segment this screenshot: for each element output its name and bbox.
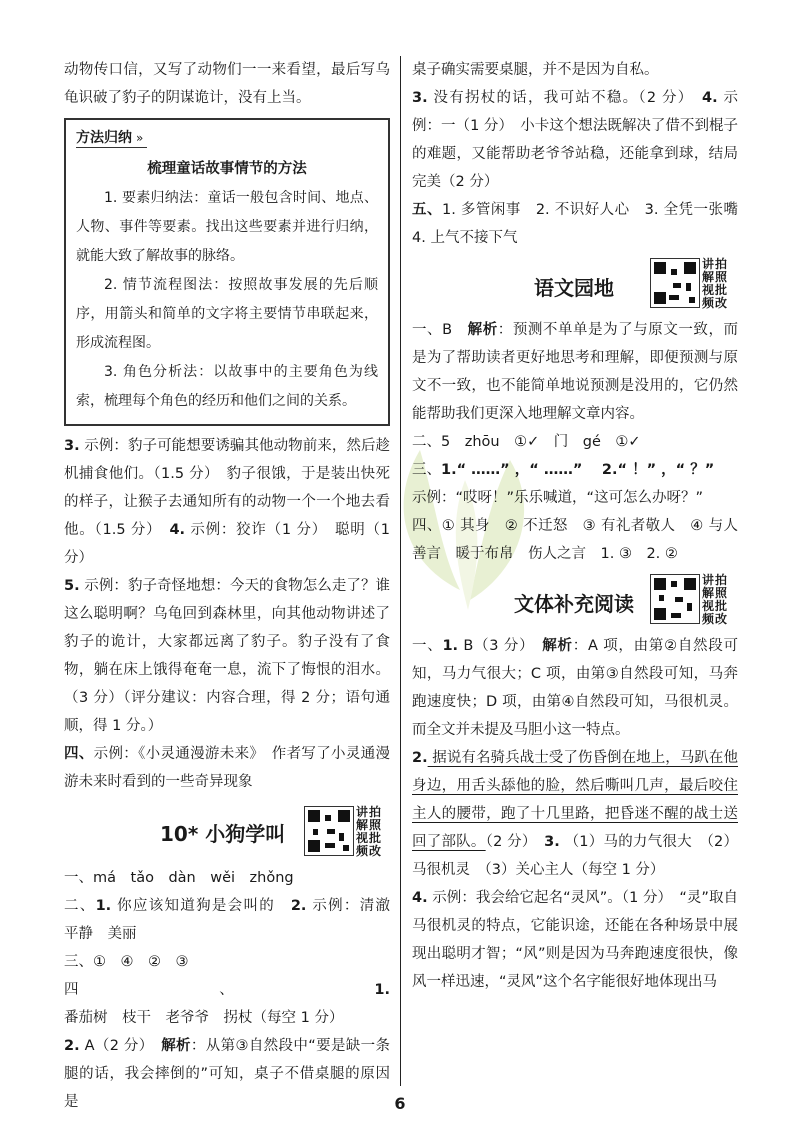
lesson-title: 10* 小狗学叫 xyxy=(160,822,286,846)
wenti-answer-4: 4. 示例：我会给它起名“灵风”。（1 分） “灵”取自马很机灵的特点，它能识途，还能在各种场景中展现出聪明才智；“风”则是因为马奔跑速度很快，像风一样迅速，“灵风”这个名字能很好地体现出马 xyxy=(412,890,738,990)
right-column xyxy=(412,56,738,996)
column-divider xyxy=(400,56,401,1086)
wenti-header xyxy=(412,568,738,632)
right-answer-section-5: 五、1. 多管闲事 2. 不识好人心 3. 全凭一张嘴 4. 上气不接下气 xyxy=(412,202,738,246)
lesson-answer-5: 2. A（2 分） 解析：从第③自然段中“要是缺一条腿的话，我会摔倒的”可知，桌子不借桌腿的原因是 xyxy=(64,1038,391,1110)
qr-code-icon[interactable] xyxy=(650,574,700,624)
lesson-answer-1: 一、má tǎo dàn wěi zhǒng xyxy=(64,870,294,886)
lesson-header xyxy=(64,796,390,864)
double-arrow-icon: » xyxy=(136,130,144,145)
yuwen-answer-2: 二、5 zhōu ①✓ 门 gé ①✓ xyxy=(412,434,641,450)
left-column xyxy=(64,56,405,1116)
yuwen-header xyxy=(412,252,738,316)
method-box xyxy=(64,118,390,426)
yuwen-title: 语文园地 xyxy=(534,276,614,300)
answer-5: 5. 示例：豹子奇怪地想：今天的食物怎么走了？谁这么聪明啊？乌龟回到森林里，向其他动物讲述了豹子的诡计，大家都远离了豹子。豹子没有了食物，躺在床上饿得奄奄一息，流下了悔恨的泪水。（3 分）（评分建议：内容合理，得 2 分；语句通顺，得 1 分。） xyxy=(64,578,390,734)
right-answer-3: 3. 没有拐杖的话，我可站不稳。（2 分） 4. 示例：一（1 分） 小卡这个想法既解决了借不到棍子的难题，又能帮助老爷爷站稳，还能拿到球，结局完美（2 分） xyxy=(412,90,738,190)
qr-code-icon[interactable] xyxy=(304,806,354,856)
method-box-title: 梳理童话故事情节的方法 xyxy=(147,161,307,177)
method-box-tag: 方法归纳 » xyxy=(76,127,147,148)
intro-paragraph: 动物传口信，又写了动物们一一来看望，最后写乌龟识破了豹子的阴谋诡计，没有上当。 xyxy=(64,62,390,106)
yuwen-answer-3: 三、1.“ ……” ，“ ……” 2.“ ！” ，“ ？” xyxy=(412,462,715,478)
qr-code-icon[interactable] xyxy=(650,258,700,308)
lesson-answer-2: 二、1. 你应该知道狗是会叫的 2. 示例：清澈 平静 美丽 xyxy=(64,898,405,942)
method-item-1: 1. 要素归纳法：童话一般包含时间、地点、人物、事件等要素。找出这些要素并进行归纳，就能大致了解故事的脉络。 xyxy=(76,190,378,264)
qr-code-label: 讲拍 解照 视批 频改 xyxy=(702,257,729,310)
answer-3: 3. 示例：豹子可能想要诱骗其他动物前来，然后趁机捕食他们。（1.5 分） 豹子很饿，于是装出快死的样子，让猴子去通知所有的动物一个一个地去看他。（1.5 分） 4. 示例：狡诈（1 分） 聪明（1 分） xyxy=(64,438,391,566)
method-item-3: 3. 角色分析法：以故事中的主要角色为线索，梳理每个角色的经历和他们之间的关系。 xyxy=(76,364,378,409)
wenti-answer-2: 2. 据说有名骑兵战士受了伤昏倒在地上，马趴在他身边，用舌头舔他的脸，然后嘶叫几声，最后咬住主人的腰带，跑了十几里路，把昏迷不醒的战士送回了部队。（2 分） 3. （1）马的力气很大 （2）马很机灵 （3）关心主人（每空 1 分） xyxy=(412,750,739,878)
wenti-title: 文体补充阅读 xyxy=(514,592,634,616)
page-number: 6 xyxy=(394,1094,406,1113)
yuwen-answer-4: 四、① 其身 ② 不迁怒 ③ 有礼者敬人 ④ 与人善言 暖于布帛 伤人之言 1. ③ 2. ② xyxy=(412,518,738,562)
method-item-2: 2. 情节流程图法：按照故事发展的先后顺序，用箭头和简单的文字将主要情节串联起来，形成流程图。 xyxy=(76,277,378,351)
answer-section-4: 四、示例：《小灵通漫游未来》 作者写了小灵通漫游未来时看到的一些奇异现象 xyxy=(64,746,391,790)
continued-text: 桌子确实需要桌腿，并不是因为自私。 xyxy=(412,62,659,78)
wenti-answer-1: 一、1. B（3 分） 解析：A 项，由第②自然段可知，马力气很大；C 项，由第③自然段可知，马奔跑速度快；D 项，由第④自然段可知，马很机灵。而全文并未提及马胆小这一特点。 xyxy=(412,638,739,738)
yuwen-answer-1: 一、B 解析：预测不单单是为了与原文一致，而是为了帮助读者更好地思考和理解，即便预测与原文不一致，也不能简单地说预测是没用的，它仍然能帮助我们更深入地理解文章内容。 xyxy=(412,322,739,422)
qr-code-label: 讲拍 解照 视批 频改 xyxy=(702,573,729,626)
qr-code-label: 讲拍 解照 视批 频改 xyxy=(356,805,383,858)
lesson-answer-3: 三、① ④ ② ③ xyxy=(64,954,189,970)
lesson-answer-4: 四、1. 番茄树 枝干 老爷爷 拐杖（每空 1 分） xyxy=(64,982,390,1026)
yuwen-answer-3-example: 示例：“哎呀！”乐乐喊道，“这可怎么办呀？” xyxy=(412,490,704,506)
